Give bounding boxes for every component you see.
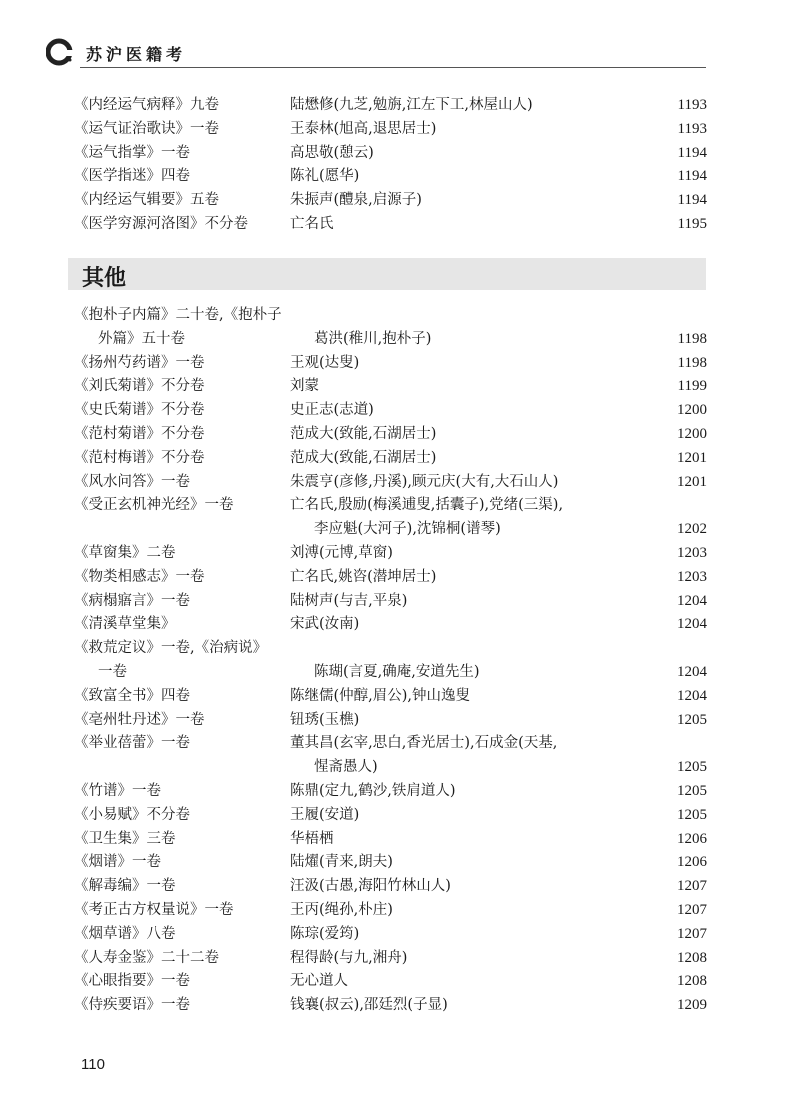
entry-row xyxy=(74,685,707,709)
author-cell: 程得龄(与九,湘舟) xyxy=(290,949,408,966)
author-cell: 陈鼎(定九,鹤沙,铁肩道人) xyxy=(290,782,456,799)
entry-row xyxy=(74,142,707,166)
book-title-cell: 《扬州芍药谱》一卷 xyxy=(74,354,205,371)
book-title-cell: 《致富全书》四卷 xyxy=(74,687,190,704)
page-ref-cell: 1204 xyxy=(677,663,707,680)
author-cell: 范成大(致能,石湖居士) xyxy=(290,449,437,466)
book-title-cell: 《医学指迷》四卷 xyxy=(74,168,190,185)
entry-row xyxy=(74,970,707,994)
page-ref-cell: 1204 xyxy=(677,687,707,704)
page-ref-cell: 1200 xyxy=(677,402,707,419)
author-cell: 陈琮(爱筠) xyxy=(290,925,360,942)
entry-row xyxy=(74,613,707,637)
author-cell: 陆燿(青来,朗夫) xyxy=(290,854,393,871)
book-title-cell: 《心眼指要》一卷 xyxy=(74,973,190,990)
book-title-cell: 一卷 xyxy=(98,663,127,680)
entry-row xyxy=(74,399,707,423)
book-title: 苏沪医籍考 xyxy=(86,45,187,64)
entry-row xyxy=(74,709,707,733)
book-title-cell: 外篇》五十卷 xyxy=(98,330,185,347)
page-ref-cell: 1205 xyxy=(677,759,707,776)
entry-row xyxy=(74,375,707,399)
entry-row xyxy=(74,828,707,852)
page-ref-cell: 1208 xyxy=(677,949,707,966)
book-title-cell: 《病榻寤言》一卷 xyxy=(74,592,190,609)
entry-row xyxy=(74,213,707,237)
book-title-cell: 《内经运气辑要》五卷 xyxy=(74,192,219,209)
author-cell: 亡名氏,殷励(梅溪逋叟,括囊子),党绪(三渠), xyxy=(290,497,564,514)
author-cell: 王观(达叟) xyxy=(290,354,360,371)
entry-row xyxy=(74,352,707,376)
author-cell: 朱震亨(彦修,丹溪),顾元庆(大有,大石山人) xyxy=(290,473,559,490)
page-ref-cell: 1208 xyxy=(677,973,707,990)
page-ref-cell: 1207 xyxy=(677,878,707,895)
author-cell: 惺斋愚人) xyxy=(314,759,378,776)
book-title-cell: 《草窗集》二卷 xyxy=(74,544,176,561)
book-title-cell: 《举业蓓蕾》一卷 xyxy=(74,735,190,752)
author-cell: 陈瑚(言夏,确庵,安道先生) xyxy=(314,663,480,680)
author-cell: 亡名氏,姚咨(潜坤居士) xyxy=(290,568,437,585)
book-title-cell: 《侍疾要语》一卷 xyxy=(74,997,190,1014)
page-ref-cell: 1204 xyxy=(677,616,707,633)
entry-row xyxy=(74,756,707,780)
page-ref-cell: 1203 xyxy=(677,544,707,561)
book-title-cell: 《解毒编》一卷 xyxy=(74,878,176,895)
page-ref-cell: 1202 xyxy=(677,521,707,538)
page-number: 110 xyxy=(81,1056,105,1073)
page-ref-cell: 1206 xyxy=(677,854,707,871)
author-cell: 刘溥(元博,草窗) xyxy=(290,544,393,561)
author-cell: 刘蒙 xyxy=(290,378,319,395)
author-cell: 华梧栖 xyxy=(290,830,334,847)
page-ref-cell: 1204 xyxy=(677,592,707,609)
page-ref-cell: 1194 xyxy=(677,192,707,209)
author-cell: 钮琇(玉樵) xyxy=(290,711,360,728)
entry-row xyxy=(74,304,707,328)
page-ref-cell: 1203 xyxy=(677,568,707,585)
section-title: 其他 xyxy=(82,266,127,291)
entry-row xyxy=(74,780,707,804)
page-ref-cell: 1200 xyxy=(677,425,707,442)
author-cell: 董其昌(玄宰,思白,香光居士),石成金(天基, xyxy=(290,735,558,752)
author-cell: 范成大(致能,石湖居士) xyxy=(290,425,437,442)
author-cell: 宋武(汝南) xyxy=(290,616,360,633)
author-cell: 王履(安道) xyxy=(290,806,360,823)
entry-row xyxy=(74,165,707,189)
entry-row xyxy=(74,994,707,1018)
page-ref-cell: 1198 xyxy=(677,354,707,371)
book-title-cell: 《刘氏菊谱》不分卷 xyxy=(74,378,205,395)
entry-list-section2 xyxy=(74,304,707,1018)
author-cell: 李应魁(大河子),沈锦桐(谱琴) xyxy=(314,521,501,538)
book-title-cell: 《卫生集》三卷 xyxy=(74,830,176,847)
entry-row xyxy=(74,471,707,495)
author-cell: 高思敬(憩云) xyxy=(290,144,374,161)
page-ref-cell: 1205 xyxy=(677,806,707,823)
page-ref-cell: 1199 xyxy=(677,378,707,395)
page-ref-cell: 1201 xyxy=(677,473,707,490)
entry-row xyxy=(74,923,707,947)
book-title-cell: 《烟草谱》八卷 xyxy=(74,925,176,942)
entry-row xyxy=(74,566,707,590)
page-header xyxy=(46,34,706,70)
page-ref-cell: 1207 xyxy=(677,901,707,918)
page-ref-cell: 1193 xyxy=(677,120,707,137)
author-cell: 陈礼(愿华) xyxy=(290,168,360,185)
entry-row xyxy=(74,875,707,899)
entry-row xyxy=(74,851,707,875)
book-title-cell: 《亳州牡丹述》一卷 xyxy=(74,711,205,728)
page-ref-cell: 1206 xyxy=(677,830,707,847)
book-title-cell: 《运气指掌》一卷 xyxy=(74,144,190,161)
author-cell: 陆懋修(九芝,勉旃,江左下工,林屋山人) xyxy=(290,97,533,113)
book-title-cell: 《运气证治歌诀》一卷 xyxy=(74,120,219,137)
book-title-cell: 《范村菊谱》不分卷 xyxy=(74,425,205,442)
author-cell: 亡名氏 xyxy=(290,215,334,232)
page-ref-cell: 1205 xyxy=(677,711,707,728)
entry-row xyxy=(74,118,707,142)
author-cell: 钱襄(叔云),邵廷烈(子显) xyxy=(290,997,448,1014)
book-title-cell: 《医学穷源河洛图》不分卷 xyxy=(74,215,248,232)
book-title-cell: 《救荒定议》一卷,《治病说》 xyxy=(74,640,268,657)
entry-row xyxy=(74,804,707,828)
entry-row xyxy=(74,189,707,213)
book-title-cell: 《考正古方权量说》一卷 xyxy=(74,901,234,918)
book-title-cell: 《人寿金鉴》二十二卷 xyxy=(74,949,219,966)
book-title-cell: 《范村梅谱》不分卷 xyxy=(74,449,205,466)
entry-row xyxy=(74,732,707,756)
entry-row xyxy=(74,423,707,447)
author-cell: 葛洪(稚川,抱朴子) xyxy=(314,330,432,347)
book-title-cell: 《史氏菊谱》不分卷 xyxy=(74,402,205,419)
header-rule xyxy=(80,67,706,68)
book-title-cell: 《竹谱》一卷 xyxy=(74,782,161,799)
page-ref-cell: 1194 xyxy=(677,144,707,161)
author-cell: 王丙(绳孙,朴庄) xyxy=(290,901,393,918)
book-title-cell: 《清溪草堂集》 xyxy=(74,616,176,633)
entry-row xyxy=(74,637,707,661)
page-ref-cell: 1205 xyxy=(677,782,707,799)
page-ref-cell: 1207 xyxy=(677,925,707,942)
book-title-cell: 《物类相感志》一卷 xyxy=(74,568,205,585)
page-ref-cell: 1209 xyxy=(677,997,707,1014)
book-title-cell: 《风水问答》一卷 xyxy=(74,473,190,490)
book-title-cell: 《受正玄机神光经》一卷 xyxy=(74,497,234,514)
entry-row xyxy=(74,947,707,971)
page-ref-cell: 1201 xyxy=(677,449,707,466)
author-cell: 朱振声(醴泉,启源子) xyxy=(290,192,422,209)
book-title-cell: 《抱朴子内篇》二十卷,《抱朴子 xyxy=(74,307,282,323)
author-cell: 陆树声(与吉,平泉) xyxy=(290,592,408,609)
author-cell: 王泰林(旭高,退思居士) xyxy=(290,120,437,137)
page-ref-cell: 1198 xyxy=(677,330,707,347)
book-title-cell: 《烟谱》一卷 xyxy=(74,854,161,871)
page-ref-cell: 1194 xyxy=(677,168,707,185)
author-cell: 陈继儒(仲醇,眉公),钟山逸叟 xyxy=(290,687,471,704)
entry-row xyxy=(74,447,707,471)
entry-row xyxy=(74,518,707,542)
book-title-cell: 《内经运气病释》九卷 xyxy=(74,97,219,113)
entry-row xyxy=(74,542,707,566)
entry-row xyxy=(74,590,707,614)
entry-list-section1 xyxy=(74,94,707,237)
crescent-logo-icon xyxy=(46,38,74,66)
page-ref-cell: 1195 xyxy=(677,215,707,232)
author-cell: 无心道人 xyxy=(290,973,348,990)
entry-row xyxy=(74,899,707,923)
entry-row xyxy=(74,661,707,685)
section-heading-bar xyxy=(68,258,706,290)
author-cell: 史正志(志道) xyxy=(290,402,374,419)
entry-row xyxy=(74,328,707,352)
page-ref-cell: 1193 xyxy=(677,97,707,113)
entry-row xyxy=(74,94,707,118)
book-title-cell: 《小易赋》不分卷 xyxy=(74,806,190,823)
entry-row xyxy=(74,494,707,518)
author-cell: 汪汲(古愚,海阳竹林山人) xyxy=(290,878,451,895)
